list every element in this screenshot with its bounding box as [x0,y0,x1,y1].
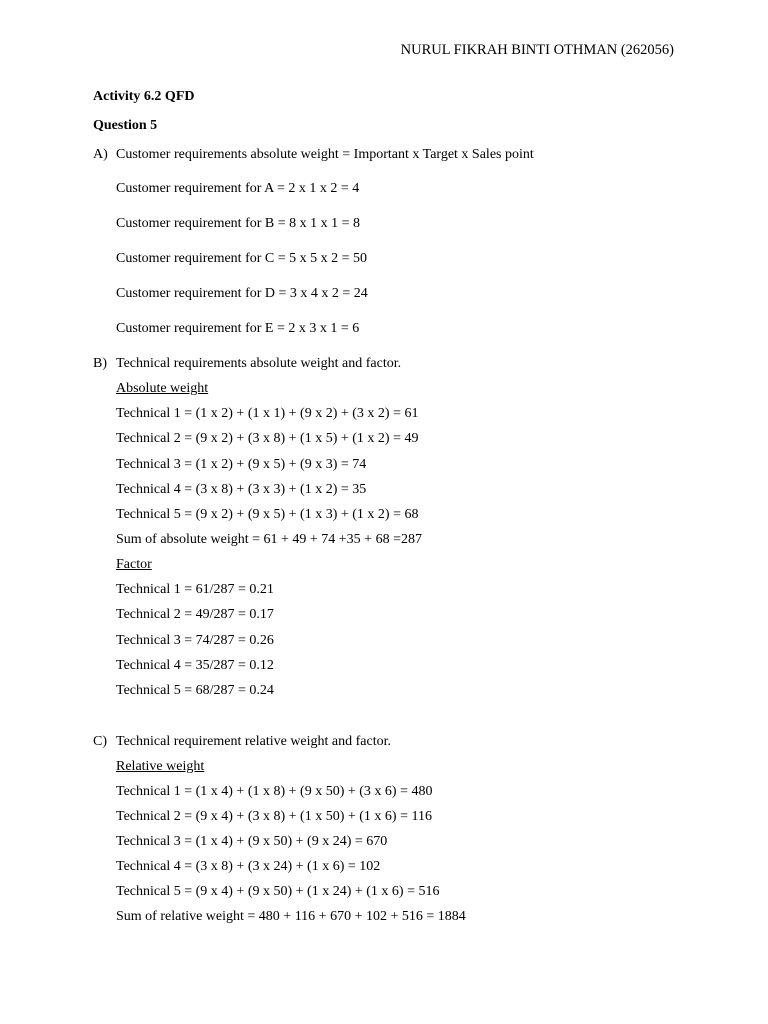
factor-line: Technical 5 = 68/287 = 0.24 [116,683,274,698]
section-a-line: Customer requirement for C = 5 x 5 x 2 = 50 [116,251,368,266]
absolute-weight-sum: Sum of absolute weight = 61 + 49 + 74 +35 + 68 =287 [116,532,422,547]
factor-label: Factor [116,557,152,572]
relative-weight-line: Technical 4 = (3 x 8) + (3 x 24) + (1 x 6) = 102 [116,859,381,874]
absolute-weight-line: Technical 1 = (1 x 2) + (1 x 1) + (9 x 2) + (3 x 2) = 61 [116,406,419,421]
factor-line: Technical 1 = 61/287 = 0.21 [116,582,274,597]
section-a-line: Customer requirement for A = 2 x 1 x 2 = 4 [116,181,360,196]
absolute-weight-line: Technical 5 = (9 x 2) + (9 x 5) + (1 x 3) + (1 x 2) = 68 [116,507,419,522]
relative-weight-line: Technical 5 = (9 x 4) + (9 x 50) + (1 x 24) + (1 x 6) = 516 [116,884,440,899]
relative-weight-sum: Sum of relative weight = 480 + 116 + 670 + 102 + 516 = 1884 [116,909,466,924]
section-a-line: Customer requirement for D = 3 x 4 x 2 = 24 [116,286,368,301]
factor-line: Technical 3 = 74/287 = 0.26 [116,633,274,648]
author-header: NURUL FIKRAH BINTI OTHMAN (262056) [400,42,674,58]
relative-weight-line: Technical 3 = (1 x 4) + (9 x 50) + (9 x 24) = 670 [116,834,388,849]
relative-weight-line: Technical 2 = (9 x 4) + (3 x 8) + (1 x 50) + (1 x 6) = 116 [116,809,432,824]
absolute-weight-line: Technical 4 = (3 x 8) + (3 x 3) + (1 x 2) = 35 [116,482,367,497]
section-a-marker: A) [93,147,108,162]
relative-weight-label: Relative weight [116,759,205,774]
absolute-weight-line: Technical 2 = (9 x 2) + (3 x 8) + (1 x 5) + (1 x 2) = 49 [116,431,419,446]
section-a-line: Customer requirement for B = 8 x 1 x 1 = 8 [116,216,361,231]
section-c-heading: Technical requirement relative weight and factor. [116,734,392,749]
section-b-heading: Technical requirements absolute weight and factor. [116,356,402,371]
section-c-marker: C) [93,734,107,749]
activity-title: Activity 6.2 QFD [93,89,195,104]
absolute-weight-line: Technical 3 = (1 x 2) + (9 x 5) + (9 x 3) = 74 [116,457,367,472]
absolute-weight-label: Absolute weight [116,381,209,396]
factor-line: Technical 4 = 35/287 = 0.12 [116,658,274,673]
section-b-marker: B) [93,356,107,371]
section-a-line: Customer requirement for E = 2 x 3 x 1 = 6 [116,321,360,336]
relative-weight-line: Technical 1 = (1 x 4) + (1 x 8) + (9 x 50) + (3 x 6) = 480 [116,784,433,799]
section-a-heading: Customer requirements absolute weight = Important x Target x Sales point [116,147,534,162]
question-title: Question 5 [93,118,158,133]
factor-line: Technical 2 = 49/287 = 0.17 [116,607,274,622]
